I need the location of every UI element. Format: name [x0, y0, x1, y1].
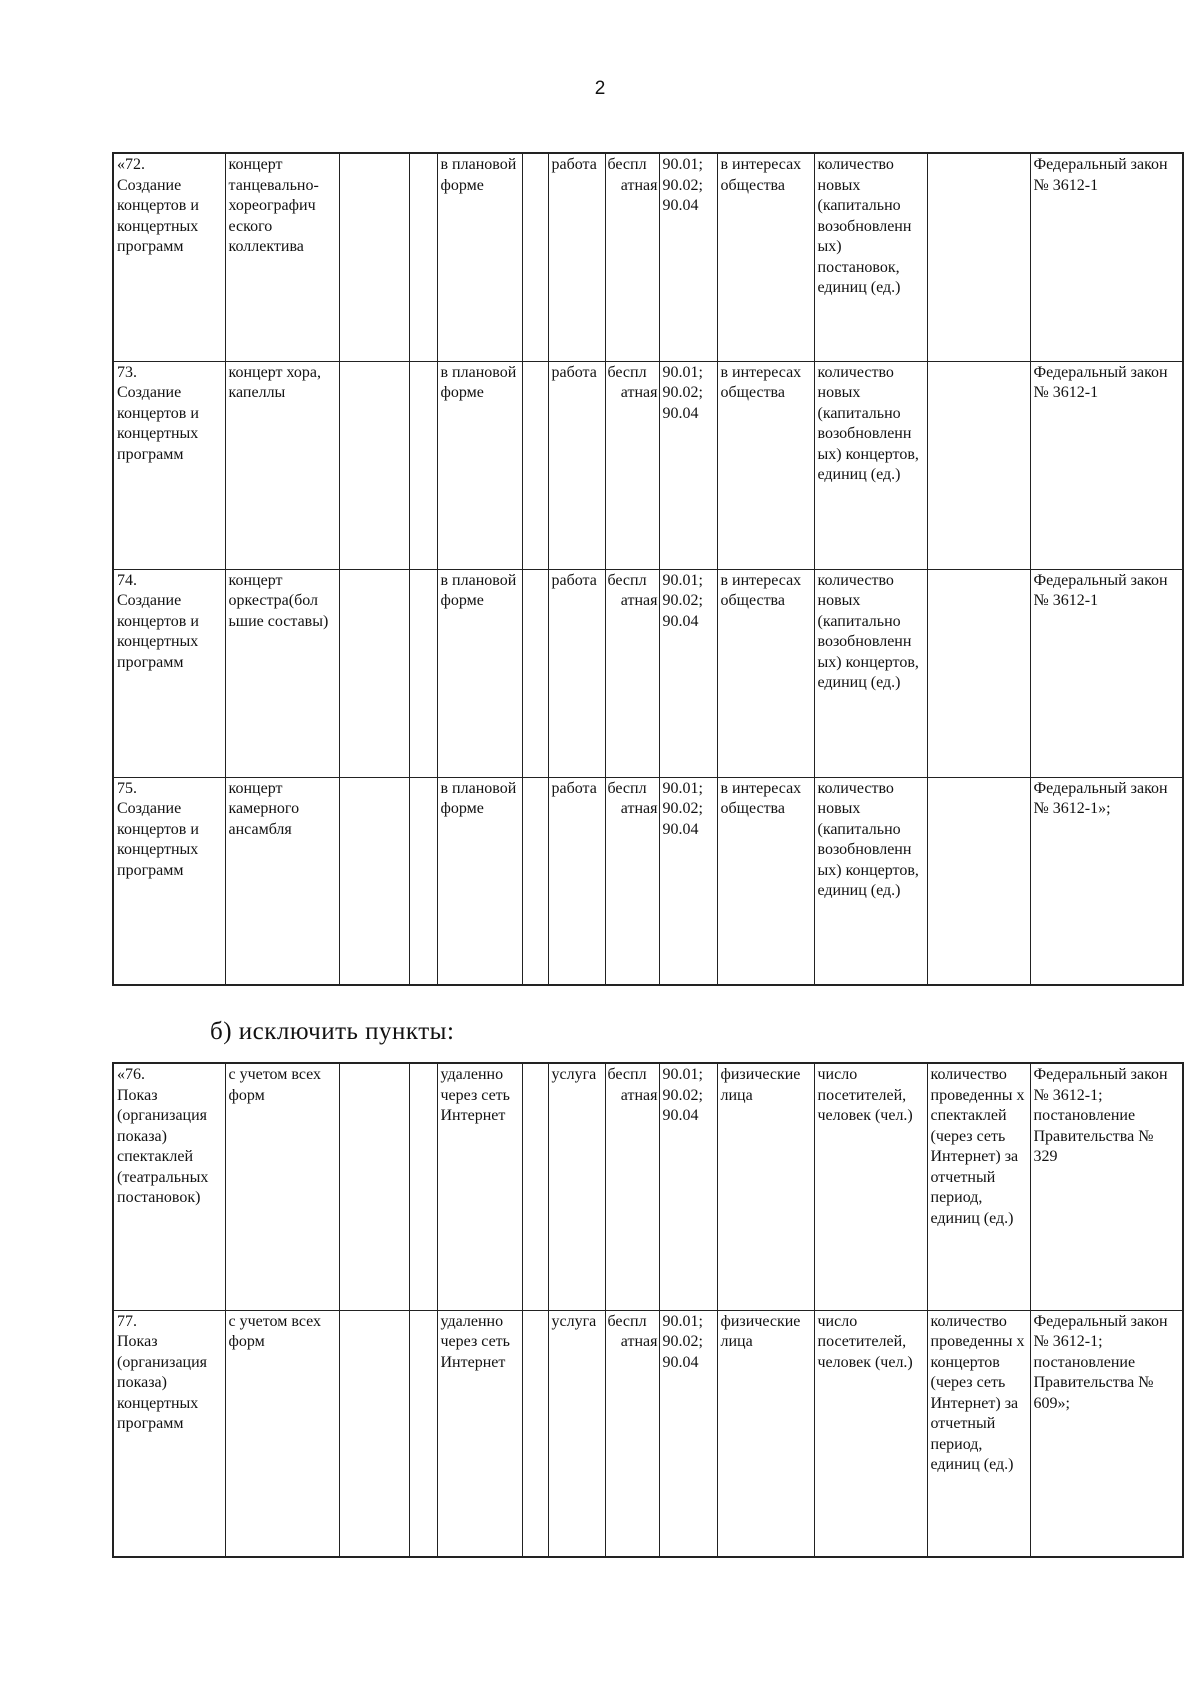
row-name-cell: 75. Создание концертов и концертных программ	[113, 777, 225, 985]
row-indicator-cell: число посетителей, человек (чел.)	[814, 1063, 927, 1310]
row-legal-basis-cell: Федеральный закон № 3612-1; постановление Правительства № 329	[1030, 1063, 1183, 1310]
row-content-cell: концерт танцевально-хореографич еского коллектива	[225, 153, 339, 361]
row-empty-cell	[409, 569, 437, 777]
row-indicator-2-cell	[927, 569, 1030, 777]
table-row	[113, 153, 1183, 361]
row-legal-basis-cell: Федеральный закон № 3612-1»;	[1030, 777, 1183, 985]
row-legal-basis-cell: Федеральный закон № 3612-1	[1030, 569, 1183, 777]
payment-line-2: атная	[620, 592, 658, 609]
section-heading: б) исключить пункты:	[210, 1018, 455, 1045]
row-legal-basis-cell: Федеральный закон № 3612-1; постановление Правительства № 609»;	[1030, 1310, 1183, 1557]
row-type-cell: работа	[548, 153, 605, 361]
row-form-cell: в плановой форме	[437, 153, 522, 361]
row-indicator-cell: количество новых (капитально возобновленн ых) концертов, единиц (ед.)	[814, 569, 927, 777]
row-form-cell: удаленно через сеть Интернет	[437, 1063, 522, 1310]
row-payment-cell	[605, 1310, 659, 1557]
row-payment-cell	[605, 1063, 659, 1310]
row-indicator-cell: число посетителей, человек (чел.)	[814, 1310, 927, 1557]
row-name-cell: 73. Создание концертов и концертных программ	[113, 361, 225, 569]
row-content-cell: концерт оркестра(бол ьшие составы)	[225, 569, 339, 777]
payment-line-2: атная	[620, 384, 658, 401]
payment-line-1: беспл	[607, 1066, 647, 1083]
payment-line-1: беспл	[607, 363, 647, 381]
row-okved-cell: 90.01; 90.02; 90.04	[659, 1310, 717, 1557]
row-indicator-cell: количество новых (капитально возобновленн ых) постановок, единиц (ед.)	[814, 153, 927, 361]
row-okved-cell: 90.01; 90.02; 90.04	[659, 361, 717, 569]
row-empty-cell	[339, 153, 409, 361]
row-type-cell: услуга	[548, 1310, 605, 1557]
table-row	[113, 1063, 1183, 1310]
payment-line-1: беспл	[607, 571, 647, 589]
row-indicator-cell: количество новых (капитально возобновленн ых) концертов, единиц (ед.)	[814, 777, 927, 985]
table-row	[113, 569, 1183, 777]
row-empty-cell	[339, 361, 409, 569]
payment-line-2: атная	[620, 1086, 658, 1104]
registry-table-additions	[112, 152, 1184, 986]
row-consumers-cell: в интересах общества	[717, 153, 814, 361]
payment-line-2: атная	[620, 800, 658, 817]
row-empty-cell	[409, 153, 437, 361]
row-content-cell: концерт хора, капеллы	[225, 361, 339, 569]
row-okved-cell: 90.01; 90.02; 90.04	[659, 569, 717, 777]
row-content-cell: с учетом всех форм	[225, 1063, 339, 1310]
row-empty-cell	[409, 1063, 437, 1310]
row-consumers-cell: в интересах общества	[717, 361, 814, 569]
row-indicator-2-cell	[927, 153, 1030, 361]
row-okved-cell: 90.01; 90.02; 90.04	[659, 153, 717, 361]
row-payment-cell	[605, 153, 659, 361]
row-indicator-2-cell: количество проведенны х спектаклей (через сеть Интернет) за отчетный период, единиц (ед.)	[927, 1063, 1030, 1310]
row-empty-cell	[339, 1063, 409, 1310]
row-type-cell: работа	[548, 361, 605, 569]
registry-table-exclusions	[112, 1062, 1184, 1558]
row-content-cell: с учетом всех форм	[225, 1310, 339, 1557]
row-legal-basis-cell: Федеральный закон № 3612-1	[1030, 361, 1183, 569]
row-empty-cell	[409, 777, 437, 985]
row-empty-cell	[522, 1310, 548, 1557]
row-empty-cell	[522, 777, 548, 985]
row-empty-cell	[522, 361, 548, 569]
row-name-cell: 77. Показ (организация показа) концертных программ	[113, 1310, 225, 1557]
row-indicator-2-cell	[927, 777, 1030, 985]
row-name-cell: «76. Показ (организация показа) спектаклей (театральных постановок)	[113, 1063, 225, 1310]
payment-line-1: беспл	[607, 779, 647, 797]
row-legal-basis-cell: Федеральный закон № 3612-1	[1030, 153, 1183, 361]
page-number: 2	[594, 78, 606, 99]
table-row	[113, 361, 1183, 569]
row-form-cell: удаленно через сеть Интернет	[437, 1310, 522, 1557]
row-okved-cell: 90.01; 90.02; 90.04	[659, 777, 717, 985]
row-name-cell: 74. Создание концертов и концертных программ	[113, 569, 225, 777]
payment-line-1: беспл	[607, 1312, 647, 1330]
row-empty-cell	[409, 1310, 437, 1557]
payment-line-1: беспл	[607, 156, 647, 173]
row-indicator-2-cell	[927, 361, 1030, 569]
row-form-cell: в плановой форме	[437, 777, 522, 985]
row-form-cell: в плановой форме	[437, 361, 522, 569]
row-consumers-cell: физические лица	[717, 1310, 814, 1557]
row-empty-cell	[339, 777, 409, 985]
row-empty-cell	[522, 153, 548, 361]
row-empty-cell	[339, 1310, 409, 1557]
row-okved-cell: 90.01; 90.02; 90.04	[659, 1063, 717, 1310]
row-empty-cell	[409, 361, 437, 569]
table-row	[113, 777, 1183, 985]
payment-line-2: атная	[620, 176, 658, 194]
row-type-cell: работа	[548, 777, 605, 985]
row-consumers-cell: в интересах общества	[717, 777, 814, 985]
row-empty-cell	[339, 569, 409, 777]
row-name-cell: «72. Создание концертов и концертных программ	[113, 153, 225, 361]
row-content-cell: концерт камерного ансамбля	[225, 777, 339, 985]
row-form-cell: в плановой форме	[437, 569, 522, 777]
row-payment-cell	[605, 777, 659, 985]
row-type-cell: работа	[548, 569, 605, 777]
payment-line-2: атная	[620, 1333, 658, 1350]
row-payment-cell	[605, 569, 659, 777]
table-row	[113, 1310, 1183, 1557]
row-empty-cell	[522, 1063, 548, 1310]
row-empty-cell	[522, 569, 548, 777]
row-consumers-cell: в интересах общества	[717, 569, 814, 777]
row-indicator-2-cell: количество проведенны х концертов (через сеть Интернет) за отчетный период, единиц (ед.)	[927, 1310, 1030, 1557]
row-consumers-cell: физические лица	[717, 1063, 814, 1310]
row-indicator-cell: количество новых (капитально возобновленн ых) концертов, единиц (ед.)	[814, 361, 927, 569]
row-payment-cell	[605, 361, 659, 569]
row-type-cell: услуга	[548, 1063, 605, 1310]
